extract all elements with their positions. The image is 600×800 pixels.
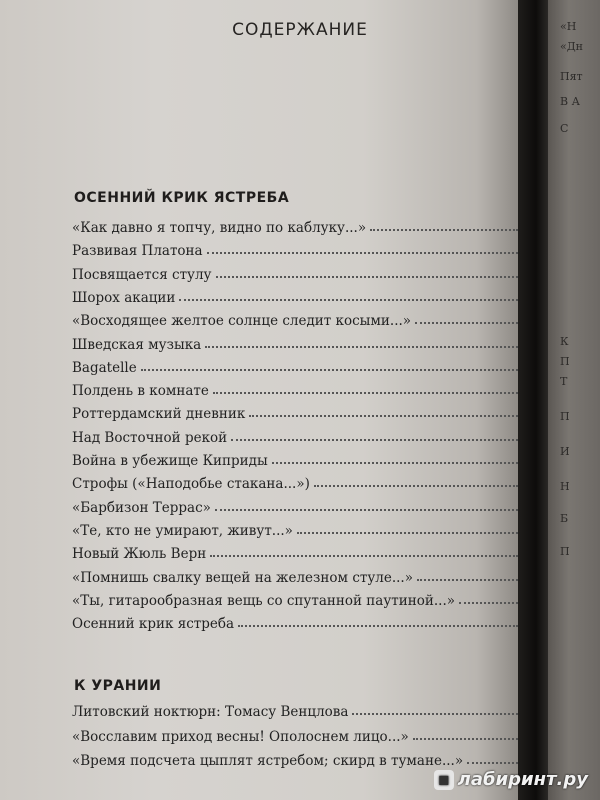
toc-entry-title: «Восходящее желтое солнце следит косыми...» [72,313,412,330]
toc-entry[interactable] [72,470,518,492]
dot-leader [459,601,518,604]
toc-entry-title: Литовский ноктюрн: Томасу Венцлова [72,704,349,720]
toc-entry-title: «Время подсчета цыплят ястребом; скирд в тумане...» [72,753,464,769]
section-heading: ОСЕННИЙ КРИК ЯСТРЕБА [74,190,290,206]
toc-entry[interactable] [72,400,518,422]
dot-leader [205,345,518,348]
facing-page-fragment: «Дн [560,40,584,53]
facing-page-fragment: П [560,355,570,368]
facing-page-fragment: «Н [560,20,577,33]
facing-page-fragment: Б [560,512,569,525]
section-heading: К УРАНИИ [74,678,162,694]
toc-entry[interactable] [72,214,518,236]
toc-entry[interactable] [72,494,518,516]
facing-page-fragment: К [560,335,569,348]
dot-leader [141,368,518,371]
labirint-logo-icon: ◼ [434,770,454,790]
toc-entry[interactable] [72,284,518,306]
toc-entry-title: Bagatelle [72,359,137,376]
toc-entry[interactable] [72,610,518,632]
toc-entry-title: Посвящается стулу [72,266,212,283]
facing-page-fragment: В А [560,95,580,108]
toc-entry[interactable] [72,424,518,446]
dot-leader [352,712,518,715]
toc-entry[interactable] [72,377,518,399]
dot-leader [249,414,518,417]
toc-entry-title: «Те, кто не умирают, живут...» [72,522,293,539]
toc-entry-title: Над Восточной рекой [72,429,228,446]
toc-entry[interactable] [72,261,518,283]
dot-leader [297,531,518,534]
toc-entry-title: «Барбизон Террас» [72,499,211,516]
dot-leader [207,251,518,254]
toc-entry[interactable] [72,723,518,745]
toc-entry[interactable] [72,698,518,720]
toc-entry-title: «Восславим приход весны! Ополоснем лицо...» [72,728,409,745]
dot-leader [417,578,518,581]
dot-leader [370,228,518,231]
dot-leader [215,508,518,511]
dot-leader [415,321,518,324]
toc-entry[interactable] [72,354,518,376]
facing-page-fragment: П [560,545,570,558]
toc-entry[interactable] [72,237,518,259]
dot-leader [238,624,518,627]
toc-entry-title: «Как давно я топчу, видно по каблуку...» [72,220,367,236]
toc-entry-title: Война в убежище Киприды [72,453,268,469]
dot-leader [314,484,518,487]
dot-leader [213,391,518,394]
toc-entry[interactable] [72,517,518,539]
facing-page-fragment: П [560,410,570,423]
facing-page-fragment: И [560,445,570,458]
toc-entry-title: «Ты, гитарообразная вещь со спутанной паутиной...» [72,592,456,609]
toc-entry[interactable] [72,540,518,562]
page-title: СОДЕРЖАНИЕ [232,20,368,40]
dot-leader [210,554,518,557]
dot-leader [216,275,519,278]
book-gutter [518,0,548,800]
toc-entry-title: Строфы («Наподобье стакана...») [72,476,310,493]
toc-entry-title: Развивая Платона [72,243,203,260]
toc-entry-title: «Помнишь свалку вещей на железном стуле...» [72,569,413,586]
facing-page-fragment: С [560,122,569,135]
toc-entry[interactable] [72,331,518,353]
toc-entry[interactable] [72,447,518,469]
watermark-text: лабиринт.ру [457,769,588,790]
dot-leader [413,737,518,740]
facing-page-fragment: Н [560,480,570,493]
dot-leader [467,761,518,764]
facing-page-fragment: Пят [560,70,583,83]
dot-leader [231,438,518,441]
toc-entry-title: Шведская музыка [72,336,202,353]
toc-entry[interactable] [72,564,518,586]
toc-entry[interactable] [72,307,518,329]
toc-entry-title: Роттердамский дневник [72,406,246,423]
toc-entry[interactable] [72,587,518,609]
toc-entry-title: Осенний крик ястреба [72,616,235,633]
facing-page-fragment: Т [560,375,568,388]
dot-leader [272,461,518,464]
toc-entry-title: Полдень в комнате [72,383,209,400]
toc-entry[interactable] [72,747,518,769]
watermark [434,769,588,790]
toc-entry-title: Шорох акации [72,289,176,306]
facing-page-edge [548,0,600,800]
toc-entry-title: Новый Жюль Верн [72,546,207,563]
dot-leader [179,298,518,301]
